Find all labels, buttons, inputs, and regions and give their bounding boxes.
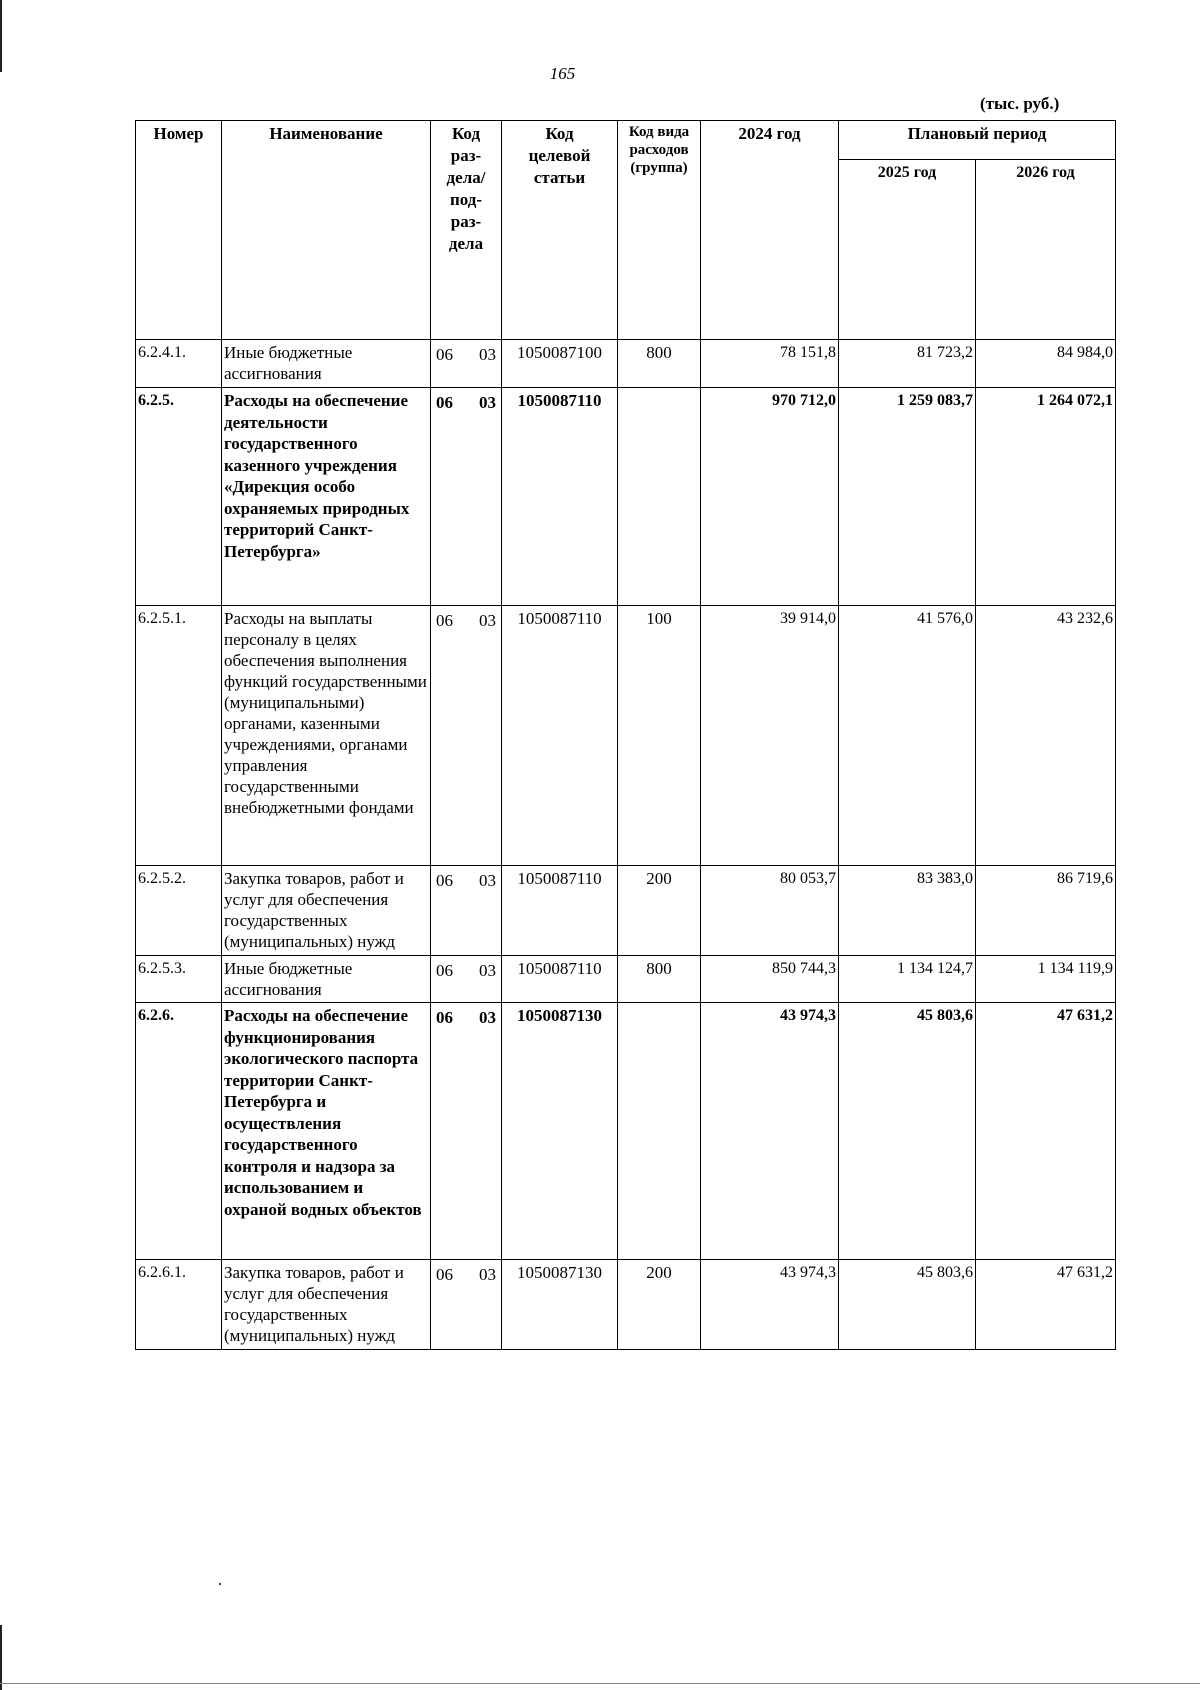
row-name: Расходы на обеспечение деятельности государственного казенного учреждения «Дирекция особо охраняемых природных территорий Санкт-Петербурга» xyxy=(222,388,431,606)
row-target-code: 1050087110 xyxy=(502,956,618,1003)
row-amount-2026: 1 264 072,1 xyxy=(976,388,1116,606)
row-section xyxy=(431,1003,502,1260)
row-amount-2026: 86 719,6 xyxy=(976,866,1116,956)
header-section: Код раз- дела/ под- раз- дела xyxy=(431,121,502,340)
row-number: 6.2.5.2. xyxy=(136,866,222,956)
row-amount-2026: 84 984,0 xyxy=(976,340,1116,388)
row-expense-kind xyxy=(618,388,701,606)
row-number: 6.2.6. xyxy=(136,1003,222,1260)
scan-edge-mark-top xyxy=(0,0,2,72)
row-subsection-code: 03 xyxy=(479,871,496,890)
page-number: 165 xyxy=(549,64,576,83)
row-amount-2025: 1 259 083,7 xyxy=(839,388,976,606)
scan-edge-mark-bottom xyxy=(0,1625,2,1690)
row-amount-2025: 45 803,6 xyxy=(839,1003,976,1260)
row-expense-kind: 200 xyxy=(618,1260,701,1350)
row-target-code: 1050087110 xyxy=(502,606,618,866)
row-section xyxy=(431,388,502,606)
budget-table xyxy=(135,120,1116,1350)
table-row xyxy=(136,1260,1116,1350)
row-number: 6.2.4.1. xyxy=(136,340,222,388)
row-subsection-code: 03 xyxy=(479,345,496,364)
row-amount-2026: 43 232,6 xyxy=(976,606,1116,866)
row-amount-2026: 47 631,2 xyxy=(976,1260,1116,1350)
row-amount-2024: 43 974,3 xyxy=(701,1003,839,1260)
header-year-2024: 2024 год xyxy=(701,121,839,340)
table-row xyxy=(136,956,1116,1003)
row-target-code: 1050087100 xyxy=(502,340,618,388)
row-subsection-code: 03 xyxy=(479,393,496,412)
row-number: 6.2.5.3. xyxy=(136,956,222,1003)
row-subsection-code: 03 xyxy=(479,961,496,980)
row-section xyxy=(431,1260,502,1350)
row-amount-2024: 39 914,0 xyxy=(701,606,839,866)
scan-speck xyxy=(219,1583,221,1585)
table-body xyxy=(136,340,1116,1350)
row-amount-2024: 850 744,3 xyxy=(701,956,839,1003)
row-amount-2025: 1 134 124,7 xyxy=(839,956,976,1003)
row-name: Иные бюджетные ассигнования xyxy=(222,956,431,1003)
row-section-code: 06 xyxy=(436,1265,453,1284)
row-subsection-code: 03 xyxy=(479,1265,496,1284)
row-name: Закупка товаров, работ и услуг для обеспечения государственных (муниципальных) нужд xyxy=(222,1260,431,1350)
row-amount-2024: 970 712,0 xyxy=(701,388,839,606)
table-row xyxy=(136,388,1116,606)
row-name: Иные бюджетные ассигнования xyxy=(222,340,431,388)
header-year-2025: 2025 год xyxy=(839,160,976,340)
row-section-code: 06 xyxy=(436,345,453,364)
row-section-code: 06 xyxy=(436,871,453,890)
row-number: 6.2.6.1. xyxy=(136,1260,222,1350)
row-expense-kind: 800 xyxy=(618,340,701,388)
header-expense-kind: Код вида расходов (группа) xyxy=(618,121,701,340)
header-number: Номер xyxy=(136,121,222,340)
row-amount-2025: 45 803,6 xyxy=(839,1260,976,1350)
row-subsection-code: 03 xyxy=(479,611,496,630)
scan-bottom-line xyxy=(0,1683,1200,1684)
row-section-code: 06 xyxy=(436,611,453,630)
row-name: Расходы на выплаты персоналу в целях обеспечения выполнения функций государственными (муниципальными) органами, казенными учреждениями, органами управления государственными внебюджетными фондами xyxy=(222,606,431,866)
row-subsection-code: 03 xyxy=(479,1008,496,1027)
row-amount-2024: 43 974,3 xyxy=(701,1260,839,1350)
row-section xyxy=(431,606,502,866)
row-expense-kind xyxy=(618,1003,701,1260)
row-target-code: 1050087110 xyxy=(502,866,618,956)
row-number: 6.2.5. xyxy=(136,388,222,606)
row-amount-2026: 47 631,2 xyxy=(976,1003,1116,1260)
row-target-code: 1050087130 xyxy=(502,1003,618,1260)
row-name: Расходы на обеспечение функционирования экологического паспорта территории Санкт-Петербурга и осуществления государственного контроля и надзора за использованием и охраной водных объектов xyxy=(222,1003,431,1260)
row-amount-2025: 83 383,0 xyxy=(839,866,976,956)
table-row xyxy=(136,606,1116,866)
row-amount-2025: 41 576,0 xyxy=(839,606,976,866)
row-section-code: 06 xyxy=(436,1008,453,1027)
row-expense-kind: 800 xyxy=(618,956,701,1003)
row-section-code: 06 xyxy=(436,393,453,412)
row-section-code: 06 xyxy=(436,961,453,980)
row-number: 6.2.5.1. xyxy=(136,606,222,866)
row-name: Закупка товаров, работ и услуг для обеспечения государственных (муниципальных) нужд xyxy=(222,866,431,956)
row-amount-2024: 78 151,8 xyxy=(701,340,839,388)
units-label: (тыс. руб.) xyxy=(980,94,1060,113)
row-section xyxy=(431,866,502,956)
header-target-code: Код целевой статьи xyxy=(502,121,618,340)
row-amount-2026: 1 134 119,9 xyxy=(976,956,1116,1003)
header-name: Наименование xyxy=(222,121,431,340)
table-row xyxy=(136,866,1116,956)
row-expense-kind: 100 xyxy=(618,606,701,866)
table-row xyxy=(136,1003,1116,1260)
row-target-code: 1050087130 xyxy=(502,1260,618,1350)
row-expense-kind: 200 xyxy=(618,866,701,956)
row-amount-2025: 81 723,2 xyxy=(839,340,976,388)
header-year-2026: 2026 год xyxy=(976,160,1116,340)
row-target-code: 1050087110 xyxy=(502,388,618,606)
header-planned-period: Плановый период xyxy=(839,121,1116,160)
row-section xyxy=(431,956,502,1003)
table-row xyxy=(136,340,1116,388)
row-section xyxy=(431,340,502,388)
row-amount-2024: 80 053,7 xyxy=(701,866,839,956)
